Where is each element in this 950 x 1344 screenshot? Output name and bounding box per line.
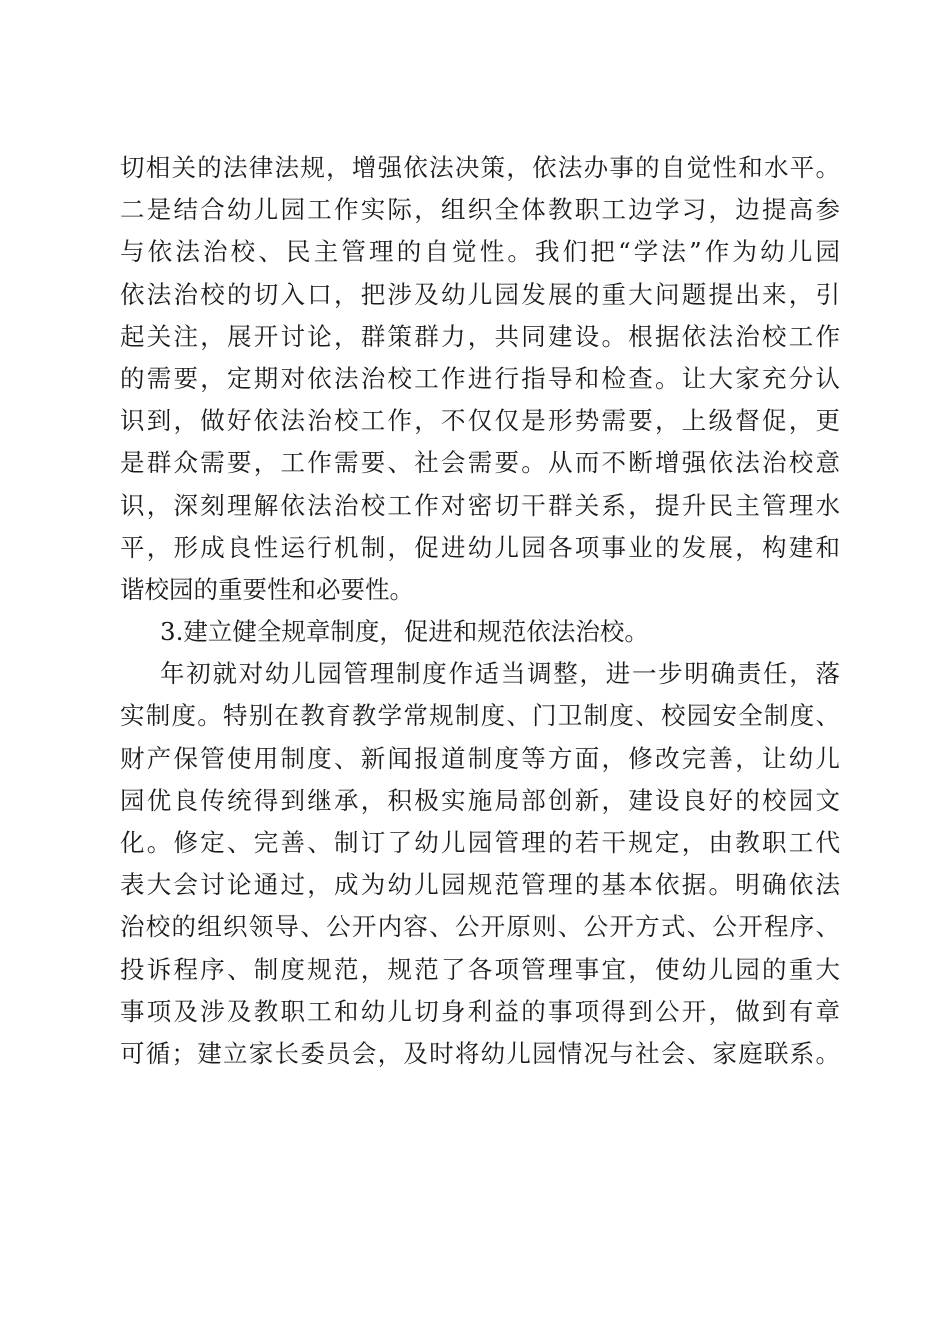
paragraph-1-line: 起关注，展开讨论，群策群力，共同建设。根据依法治校工作 [120,321,840,351]
document-body [120,147,840,1075]
paragraph-1-line: 依法治校的切入口，把涉及幼儿园发展的重大问题提出来，引 [120,279,840,309]
paragraph-2-line: 实制度。特别在教育教学常规制度、门卫制度、校园安全制度、 [120,701,840,731]
section-heading-3: 3.建立健全规章制度，促进和规范依法治校。 [160,617,649,647]
paragraph-2-line: 投诉程序、制度规范，规范了各项管理事宜，使幼儿园的重大 [120,954,840,984]
paragraph-2-line: 事项及涉及教职工和幼儿切身利益的事项得到公开，做到有章 [120,996,840,1026]
paragraph-2-line: 年初就对幼儿园管理制度作适当调整，进一步明确责任，落 [160,659,840,689]
paragraph-1-line: 平，形成良性运行机制，促进幼儿园各项事业的发展，构建和 [120,532,840,562]
paragraph-1-line: 识，深刻理解依法治校工作对密切干群关系，提升民主管理水 [120,490,840,520]
paragraph-1-line: 谐校园的重要性和必要性。 [120,574,414,604]
paragraph-2-line: 化。修定、完善、制订了幼儿园管理的若干规定，由教职工代 [120,828,840,857]
paragraph-2-line: 表大会讨论通过，成为幼儿园规范管理的基本依据。明确依法 [120,870,840,900]
paragraph-2-line: 财产保管使用制度、新闻报道制度等方面，修改完善，让幼儿 [120,743,840,773]
paragraph-2-line: 园优良传统得到继承，积极实施局部创新，建设良好的校园文 [120,785,840,815]
paragraph-1-line: 二是结合幼儿园工作实际，组织全体教职工边学习，边提高参 [120,195,840,225]
paragraph-1-line: 与依法治校、民主管理的自觉性。我们把“学法”作为幼儿园 [120,237,840,267]
paragraph-1-line: 切相关的法律法规，增强依法决策，依法办事的自觉性和水平。 [120,153,840,182]
paragraph-2-line: 治校的组织领导、公开内容、公开原则、公开方式、公开程序、 [120,912,840,942]
paragraph-1-line: 的需要，定期对依法治校工作进行指导和检查。让大家充分认 [120,363,840,393]
paragraph-1-line: 识到，做好依法治校工作，不仅仅是形势需要，上级督促，更 [120,406,840,436]
paragraph-1-line: 是群众需要，工作需要、社会需要。从而不断增强依法治校意 [120,448,840,478]
paragraph-2-line: 可循；建立家长委员会，及时将幼儿园情况与社会、家庭联系。 [120,1038,840,1068]
